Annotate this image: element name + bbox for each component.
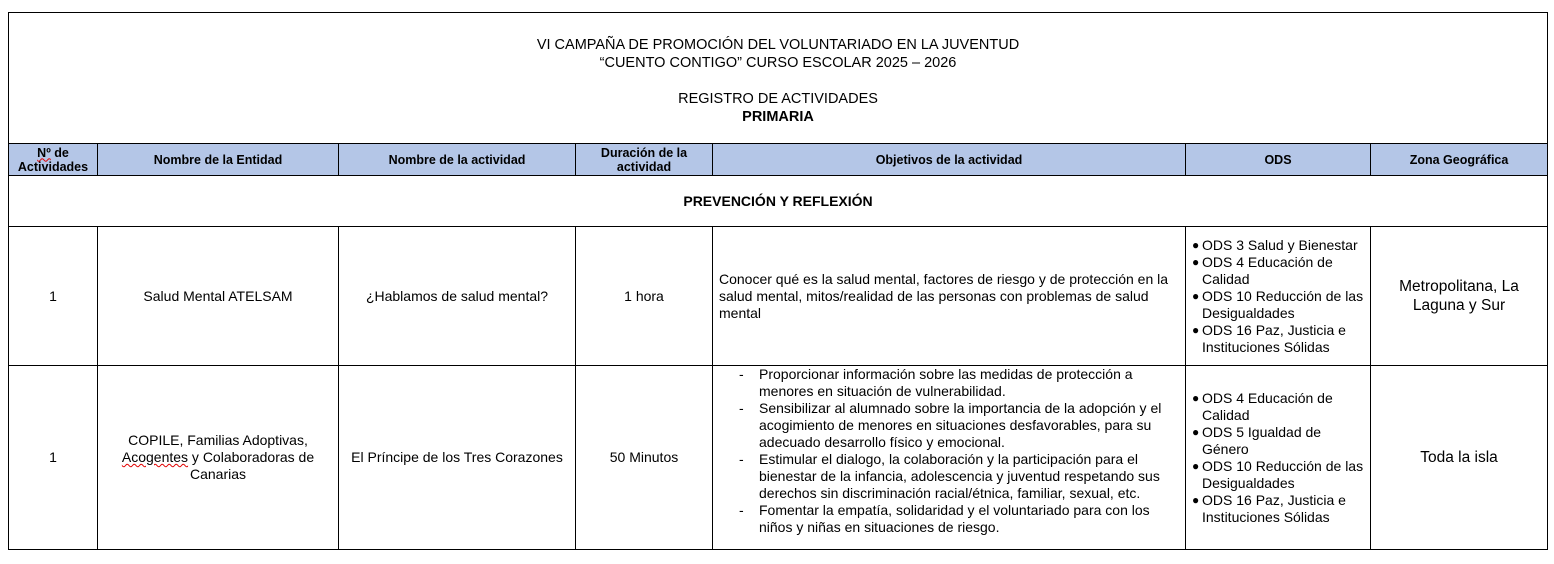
activities-table — [8, 12, 1548, 550]
ods-item: ● ODS 16 Paz, Justicia e Instituciones Sólidas — [1192, 321, 1346, 355]
row-duration: 50 Minutos — [576, 366, 713, 550]
ods-list — [1186, 390, 1370, 526]
row-objective: Conocer qué es la salud mental, factores de riesgo y de protección en la salud mental, mitos/realidad de las personas con problemas de salud mental — [713, 227, 1186, 366]
ods-item: ● ODS 10 Reducción de las Desigualdades — [1192, 457, 1364, 491]
header-duration-line1: Duración de la — [600, 145, 688, 160]
table-row — [9, 366, 1548, 550]
header-zone: Zona Geográfica — [1371, 144, 1548, 176]
ods-list — [1186, 237, 1370, 356]
campaign-subtitle: “CUENTO CONTIGO” CURSO ESCOLAR 2025 – 2026 — [599, 55, 957, 71]
header-entity: Nombre de la Entidad — [98, 144, 339, 176]
campaign-title: VI CAMPAÑA DE PROMOCIÓN DEL VOLUNTARIADO EN LA JUVENTUD — [536, 37, 1020, 53]
header-duration — [576, 144, 713, 176]
header-num-suffix: de — [50, 145, 69, 160]
dash-icon: - — [739, 400, 744, 416]
row-num: 1 — [9, 366, 98, 550]
bullet-icon: ● — [1192, 322, 1200, 337]
row-entity-part2: Acogentes — [121, 449, 189, 465]
dash-icon: - — [739, 451, 744, 467]
document-title-block — [9, 13, 1548, 144]
ods-item: ● ODS 4 Educación de Calidad — [1192, 389, 1333, 423]
dash-icon: - — [739, 366, 744, 382]
ods-item: ● ODS 10 Reducción de las Desigualdades — [1192, 287, 1364, 321]
header-row — [9, 144, 1548, 176]
ods-item: ● ODS 16 Paz, Justicia e Instituciones Sólidas — [1192, 491, 1346, 525]
ods-item: ● ODS 3 Salud y Bienestar — [1192, 236, 1358, 253]
header-num-prefix: Nº — [37, 145, 51, 160]
bullet-icon: ● — [1192, 254, 1200, 269]
objective-item: - Sensibilizar al alumnado sobre la importancia de la adopción y el acogimiento de menores en situaciones desfavorables, para su adecuado desarrollo físico y emocional. — [739, 400, 1162, 450]
level-title: PRIMARIA — [742, 109, 814, 125]
row-zone: Metropolitana, La Laguna y Sur — [1371, 227, 1548, 366]
bullet-icon: ● — [1192, 390, 1200, 405]
row-zone: Toda la isla — [1371, 366, 1548, 550]
bullet-icon: ● — [1192, 492, 1200, 507]
row-entity — [98, 366, 339, 550]
row-activity: ¿Hablamos de salud mental? — [339, 227, 576, 366]
bullet-icon: ● — [1192, 288, 1200, 303]
row-ods — [1186, 366, 1371, 550]
header-objectives: Objetivos de la actividad — [713, 144, 1186, 176]
header-num-activities — [9, 144, 98, 176]
row-num: 1 — [9, 227, 98, 366]
ods-item: ● ODS 5 Igualdad de Género — [1192, 423, 1322, 457]
objective-item: - Estimular el dialogo, la colaboración y la participación para el bienestar de la infancia, adolescencia y juventud respetando sus derechos sin discriminación racial/étnica, familiar, sexual, etc. — [739, 451, 1160, 501]
objective-item: - Proporcionar información sobre las medidas de protección a menores en situación de vulnerabilidad. — [739, 366, 1133, 399]
row-entity: Salud Mental ATELSAM — [98, 227, 339, 366]
activity-register-sheet — [8, 12, 1547, 550]
header-duration-line2: actividad — [616, 159, 672, 174]
row-entity-part3: y Colaboradoras de Canarias — [188, 449, 315, 482]
dash-icon: - — [739, 502, 744, 518]
register-title: REGISTRO DE ACTIVIDADES — [678, 91, 878, 107]
row-entity-part1: COPILE, Familias Adoptivas, — [128, 432, 308, 448]
objective-item: - Fomentar la empatía, solidaridad y el voluntariado para con los niños y niñas en situaciones de riesgo. — [739, 502, 1150, 535]
row-duration: 1 hora — [576, 227, 713, 366]
bullet-icon: ● — [1192, 458, 1200, 473]
header-num-line2: Actividades — [17, 159, 89, 174]
objectives-list — [719, 366, 1179, 536]
bullet-icon: ● — [1192, 424, 1200, 439]
row-activity: El Príncipe de los Tres Corazones — [339, 366, 576, 550]
row-objectives — [713, 366, 1186, 550]
row-ods — [1186, 227, 1371, 366]
header-ods: ODS — [1186, 144, 1371, 176]
header-activity: Nombre de la actividad — [339, 144, 576, 176]
ods-item: ● ODS 4 Educación de Calidad — [1192, 253, 1333, 287]
table-row — [9, 227, 1548, 366]
bullet-icon: ● — [1192, 237, 1200, 252]
section-title: PREVENCIÓN Y REFLEXIÓN — [9, 176, 1548, 227]
